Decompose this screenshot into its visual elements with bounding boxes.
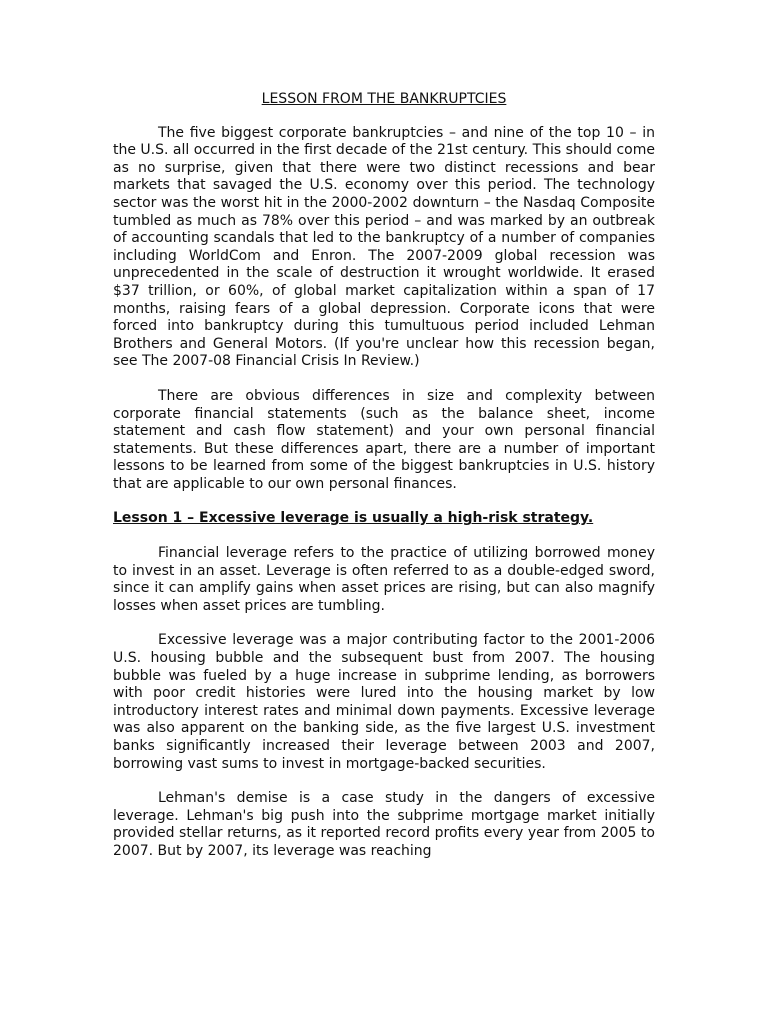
lesson-1-paragraph-1: Financial leverage refers to the practice of utilizing borrowed money to invest in an asset. Leverage is often referred to as a double-edged sword, since it can amplify gains when asset prices are rising, but can also magnify losses when asset prices are tumbling.: [113, 545, 655, 614]
lesson-1-heading: Lesson 1 – Excessive leverage is usually a high-risk strategy.: [113, 510, 594, 527]
intro-paragraph-2: There are obvious differences in size and complexity between corporate financial statements (such as the balance sheet, income statement and cash flow statement) and your own personal financial statements. But these differences apart, there are a number of important lessons to be learned from some of the biggest bankruptcies in U.S. history that are applicable to our own personal finances.: [113, 387, 655, 492]
lesson-1-paragraph-2: Excessive leverage was a major contributing factor to the 2001-2006 U.S. housing bubble and the subsequent bust from 2007. The housing bubble was fueled by a huge increase in subprime lending, as borrowers with poor credit histories were lured into the housing market by low introductory interest rates and minimal down payments. Excessive leverage was also apparent on the banking side, as the five largest U.S. investment banks significantly increased their leverage between 2003 and 2007, borrowing vast sums to invest in mortgage-backed securities.: [113, 632, 655, 772]
lesson-1-paragraph-3: Lehman's demise is a case study in the dangers of excessive leverage. Lehman's big push into the subprime mortgage market initially provided stellar returns, as it reported record profits every year from 2005 to 2007. But by 2007, its leverage was reaching: [113, 790, 655, 859]
document-body: [113, 91, 655, 878]
document-title: LESSON FROM THE BANKRUPTCIES: [261, 91, 507, 107]
intro-paragraph-1: The five biggest corporate bankruptcies – and nine of the top 10 – in the U.S. all occurred in the first decade of the 21st century. This should come as no surprise, given that there were two distinct recessions and bear markets that savaged the U.S. economy over this period. The technology sector was the worst hit in the 2000-2002 downturn – the Nasdaq Composite tumbled as much as 78% over this period – and was marked by an outbreak of accounting scandals that led to the bankruptcy of a number of companies including WorldCom and Enron. The 2007-2009 global recession was unprecedented in the scale of destruction it wrought worldwide. It erased $37 trillion, or 60%, of global market capitalization within a span of 17 months, raising fears of a global depression. Corporate icons that were forced into bankruptcy during this tumultuous period included Lehman Brothers and General Motors. (If you're unclear how this recession began, see The 2007-08 Financial Crisis In Review.): [113, 124, 655, 370]
